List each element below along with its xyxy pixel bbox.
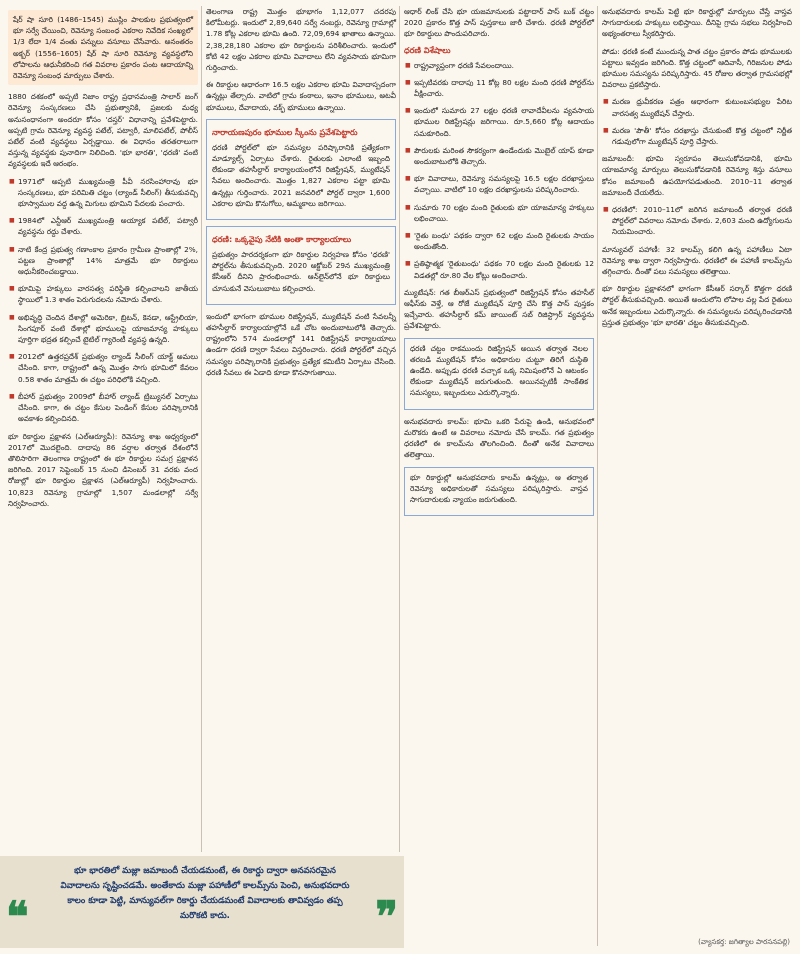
column-2: [206, 6, 396, 384]
boxed-section: [404, 338, 594, 410]
pull-quote-text: భూ భారతిలో మజ్లా జమాబందీ చేయడమంటే, ఈ రికార్డు ద్వారా అనవసరమైన వివాదాలను సృష్టించడమే. అంతేకాదు మజ్లా పహాణీలో కాలమ్స్‌ను పెంచి, అనుభవదారు కాలం కూడా పెట్టి, మాన్యువల్‌గా రికార్డు చేయడమంటే వివాదాలకు తావివ్వడం తప్ప మరొకటి కాదు.: [60, 866, 350, 921]
paragraph: జమాబందీ: భూమి స్వరూపం తెలుసుకోవడానికి, భూమి యాజమాన్య మార్పులు తెలుసుకోవడానికి రెవెన్యూ శిస్తు వసూలు కోసం జమాబందీ ఉపయోగపడుతుంది. 2010–11 తర్వాత జమాబందీ చేయలేదు.: [602, 154, 792, 197]
pull-quote: [0, 856, 404, 948]
list-item: ■ అభివృద్ధి చెందిన దేశాల్లో అమెరికా, బ్రిటన్, కెనడా, ఆస్ట్రేలియా, సింగపూర్ వంటి దేశాల్లో భూములపై యాజమాన్య హక్కులు పూర్తిగా భద్రత కల్పించే టైటిల్ గ్యారెంటీ వ్యవస్థ ఉన్నది.: [18, 312, 198, 346]
list-item: ■ 1984లో ఎన్టీఆర్ ముఖ్యమంత్రి అయ్యాక పటేల్, పట్వారీ వ్యవస్థను రద్దు చేశారు.: [18, 215, 198, 237]
list-item: ■ 1971లో అప్పటి ముఖ్యమంత్రి పీవీ నరసింహారావు భూ సంస్కరణలు, భూ పరిమితి చట్టం (ల్యాండ్ సీలింగ్) తీసుకువచ్చి భూస్వాముల వద్ద ఉన్న మిగులు భూమిని పేదలకు పంచారు.: [18, 176, 198, 210]
paragraph: ఆధార్ లింక్ చేసి భూ యజమానులకు పట్టాదార్ పాస్‌ బుక్ చట్టం 2020 ప్రకారం కొత్త పాస్ పుస్తకాలు జారీ చేశారు. ధరణి పోర్టల్‌లో భూ రికార్డులు పొందుపరిచారు.: [404, 7, 594, 39]
list-item: ■ 'రైతు బంధు' పథకం ద్వారా 62 లక్షల మంది రైతులకు సాయం అందుతోంది.: [414, 230, 594, 252]
bullet-list: [602, 204, 792, 238]
boxed-section: [206, 119, 396, 220]
list-item: ■ మరణ ధ్రువీకరణ పత్రం ఆధారంగా కుటుంబసభ్యుల పేరిట వారసత్వ మ్యుటేషన్ చేస్తారు.: [612, 96, 792, 118]
open-quote-icon: ❝: [6, 892, 29, 941]
subheading: ధరణి విశేషాలు: [404, 45, 451, 55]
list-item: ■ 2012లో ఉత్తరప్రదేశ్ ప్రభుత్వం ల్యాండ్ సీలింగ్ యాక్ట్ అమలు చేసింది. కాగా, రాష్ట్రంలో ఉన్న మొత్తం సాగు భూమిలో కేవలం 0.58 శాతం మాత్రమే ఈ చట్టం పరిధిలోకి వచ్చింది.: [18, 351, 198, 385]
list-item: ■ నాటి కేంద్ర ప్రభుత్వ గణాంకాల ప్రకారం గ్రామీణ ప్రాంతాల్లో 2%, పట్టణ ప్రాంతాల్లో 14% మాత్రమే భూ రికార్డులు ఆధునీకరించబడ్డాయి.: [18, 244, 198, 278]
author-credit: (వ్యాసకర్త: జగిత్యాల పారసనపల్లి): [698, 938, 790, 946]
list-item: ■ ఇందులో సుమారు 27 లక్షల ధరణి లావాదేవీలను వ్యవసాయ భూముల రిజిస్ట్రేషన్లు జరిగాయి. రూ.5,660 కోట్ల ఆదాయం సమకూరింది.: [414, 105, 594, 139]
paragraph: భూ రికార్డుల ప్రక్షాళన (ఎల్ఆర్యూపీ): రెవెన్యూ శాఖ ఆధ్వర్యంలో 2017లో మొదలైంది. దాదాపు 86 వర్షాల తర్వాత దేశంలోనే తొలిసారిగా తెలంగాణ రాష్ట్రంలో ఈ భూ రికార్డుల సమగ్ర ప్రక్షాళన జరిగింది. 2017 సెప్టెంబర్ 15 నుంచి డిసెంబర్ 31 వరకు వంద రోజుల్లో భూ రికార్డుల ప్రక్షాళన (ఎల్ఆర్యూపీ) నిర్వహించారు. 10,823 రెవెన్యూ గ్రామాల్లో 1,507 మండలాల్లో సర్వే నిర్వహించారు.: [8, 431, 198, 508]
column-divider: [399, 6, 400, 852]
bullet-list: [8, 176, 198, 425]
paragraph: తెలంగాణ రాష్ట్ర మొత్తం భూభాగం 1,12,077 చదరపు కిలోమీటర్లు. ఇందులో 2,89,640 సర్వే నంబర్లు, రెవెన్యూ గ్రామాల్లో 1.78 కోట్ల ఎకరాల భూమి ఉంది. 72,09,694 ఖాతాలు ఉన్నాయి. 2,38,28,180 ఎకరాల భూ రికార్డులను పరిశీలించారు. ఇందులో కోటి 42 లక్షల ఎకరాల భూమి వివాదాలు లేని వ్యవసాయ భూమిగా గుర్తించారు.: [206, 7, 396, 73]
paragraph: భూ రికార్డుల ప్రక్షాళనలో భాగంగా కేసీఆర్ సర్కార్ కొత్తగా ధరణి పోర్టల్ తీసుకువచ్చింది. అయితే అందులోని లోపాల వల్ల పేద రైతులు అనేక ఇబ్బందులు ఎదుర్కొన్నారు. ఈ సమస్యలను పరిష్కరించడానికి ప్రస్తుత ప్రభుత్వం 'భూ భారతి' చట్టం తీసుకువచ్చింది.: [602, 284, 792, 327]
list-item: ■ బీహార్ ప్రభుత్వం 2009లో బీహార్ ల్యాండ్ ట్రిబ్యునల్ ఏర్పాటు చేసింది. కాగా, ఈ చట్టం కేసుల పెండింగ్ కేసుల పరిష్కారానికి అవకాశం కల్పించినది.: [18, 391, 198, 425]
boxed-section: [404, 467, 594, 517]
column-1: [8, 6, 198, 515]
paragraph: ప్రభుత్వం పారదర్శకంగా భూ రికార్డుల నిర్వహణ కోసం 'ధరణి' పోర్టల్‌ను తీసుకువచ్చింది. 2020 అక్టోబర్ 29న ముఖ్యమంత్రి కేసీఆర్ దీనిని ప్రారంభించారు. ఆన్‌లైన్‌లోనే భూ రికార్డులు చూసుకునే వెసులుబాటు కల్పించారు.: [212, 250, 390, 293]
paragraph: అనుభవదారు కాలమ్ పెట్టి భూ రికార్డుల్లో మార్పులు చేస్తే వాస్తవ సాగుదారులకు హక్కులు లభిస్తాయి. దీనిపై గ్రామ సభలు నిర్వహించి అభ్యంతరాలు స్వీకరిస్తారు.: [602, 7, 792, 39]
paragraph: అనుభవదారు కాలమ్: భూమి ఒకరి పేరుపై ఉండి, అనుభవంలో మరొకరు ఉంటే ఆ వివరాలు నమోదు చేసే కాలమ్. గత ప్రభుత్వం ధరణిలో ఈ కాలమ్‌ను తొలగించింది. దీంతో అనేక వివాదాలు తలెత్తాయి.: [404, 416, 594, 460]
list-item: ■ భూమిపై హక్కులు వారసత్వ పరిస్థితి కల్పించాలని జాతీయ స్థాయిలో 1.3 శాతం పెరుగుదలను నమోదు చేశారు.: [18, 283, 198, 305]
boxed-section: [206, 226, 396, 305]
list-item: ■ సుమారు 70 లక్షల మంది రైతులకు భూ యాజమాన్య హక్కులు లభించాయి.: [414, 202, 594, 224]
list-item: ■ ఇప్పటివరకు దాదాపు 11 కోట్ల 80 లక్షల మంది ధరణి పోర్టల్‌ను వీక్షించారు.: [414, 77, 594, 99]
paragraph: ధరణి చట్టం రాకముందు రిజిస్ట్రేషన్ అయిన తర్వాత నెలల తరబడి మ్యుటేషన్ కోసం అధికారుల చుట్టూ తిరిగే దుస్థితి ఉండేది. అప్పుడు ధరణి వచ్చాక ఒక్క నిమిషంలోనే ఏ ఆటంకం లేకుండా మ్యుటేషన్ జరుగుతుంది. అయినప్పటికీ సాంకేతిక సమస్యలు, ఇబ్బందులు ఎదుర్కొన్నారు.: [410, 343, 588, 398]
paragraph: పోడు: ధరణి కంటే ముందున్న పాత చట్టం ప్రకారం పోడు భూములకు పట్టాలు ఇవ్వడం జరిగింది. కొత్త చట్టంలో ఆదివాసీ, గిరిజనుల పోడు భూముల సమస్యను పరిష్కరిస్తారు. 45 రోజుల తర్వాత గ్రామసభల్లో వివరాలు ప్రకటిస్తారు.: [602, 46, 792, 90]
paragraph: 1880 దశకంలో అప్పటి నిజాం రాష్ట్ర ప్రధానమంత్రి సాలార్ జంగ్ రెవెన్యూ సంస్కరణలు చేసి ప్రభుత్వానికి, ప్రజలకు మధ్య అనుసంధానంగా అందరూ కోసం 'దస్తర్' విధానాన్ని ప్రవేశపెట్టారు. అప్పటి గ్రామ రెవెన్యూ వ్యవస్థ పటేల్, పట్వారీ, మాలిపటేల్, పోలీస్ పటేల్ వంటి వ్యవస్థలు ఏర్పడ్డాయి. ఈ విధానం తరతరాలుగా వస్తున్న వ్యవస్థకు పునాదిగా నిలిచింది. 'భూ భారతి', 'ధరణి' వంటి వ్యవస్థలకు ఇదే ఆరంభం.: [8, 92, 198, 169]
bullet-list: [404, 60, 594, 281]
list-item: ■ భూ వివాదాలు, రెవెన్యూ సమస్యలపై 16.5 లక్షల దరఖాస్తులు వచ్చాయి. వాటిలో 10 లక్షల దరఖాస్తులను పరిష్కరించారు.: [414, 173, 594, 195]
paragraph: ఈ రికార్డుల ఆధారంగా 16.5 లక్షల ఎకరాల భూమి వివాదాస్పదంగా ఉన్నట్లు తేల్చారు. వాటిలో గ్రామ కంఠాలు, ఇనాం భూములు, అటవీ భూములు, దేవాదాయ, వక్ఫ్ భూములు ఉన్నాయి.: [206, 80, 396, 112]
bullet-list: [602, 96, 792, 147]
list-item: ■ ధరణిలో: 2010–11లో జరిగిన జమాబందీ తర్వాత ధరణి పోర్టల్‌లో వివరాలు నమోదు చేశారు. 2,603 మంది ఉద్యోగులను నియమించారు.: [612, 204, 792, 238]
list-item: ■ రాష్ట్రవ్యాప్తంగా ధరణి సేవలందాయి.: [414, 60, 594, 71]
paragraph: భూ రికార్డుల్లో అనుభవదారు కాలమ్ ఉన్నట్లు, ఆ తర్వాత రెవెన్యూ అధికారులతో సమస్యలు పరిష్కరిస్తారు. వాస్తవ సాగుదారులకు న్యాయం జరుగుతుంది.: [410, 472, 588, 504]
column-4: [602, 6, 792, 334]
list-item: ■ మరణ 'పౌతీ' కోసం దరఖాస్తు చేసుకుంటే కొత్త చట్టంలో నిర్ణీత గడువులోగా మ్యుటేషన్ పూర్తి చేస్తారు.: [612, 125, 792, 147]
paragraph: ఇందులో భాగంగా భూముల రిజిస్ట్రేషన్, మ్యుటేషన్ వంటి సేవలన్నీ తహసీల్దార్ కార్యాలయాల్లోనే ఒకే చోట అందుబాటులోకి తెచ్చారు. రాష్ట్రంలోని 574 మండలాల్లో 141 రిజిస్ట్రేషన్ కార్యాలయాలు ఉండగా ధరణి ద్వారా సేవలు విస్తరించారు. ధరణి పోర్టల్‌లో వచ్చిన సమస్యల పరిష్కారానికి ప్రభుత్వం ప్రత్యేక కమిటీని ఏర్పాటు చేసింది. ధరణి సేవలు ఈ ఏడాది కూడా కొనసాగుతాయి.: [206, 311, 396, 377]
column-divider: [201, 6, 202, 852]
close-quote-icon: ❞: [375, 892, 398, 941]
list-item: ■ ప్రతిష్ఠాత్మక 'రైతుబంధు' పథకం 70 లక్షల మంది రైతులకు 12 విడతల్లో రూ.80 వేల కోట్లు అందించారు.: [414, 258, 594, 280]
paragraph: ధరణి పోర్టల్‌లో భూ సమస్యల పరిష్కారానికి ప్రత్యేకంగా మాడ్యూల్స్ ఏర్పాటు చేశారు. రైతులకు ఎలాంటి ఇబ్బంది లేకుండా తహసీల్దార్ కార్యాలయంలోనే రిజిస్ట్రేషన్, మ్యుటేషన్ సేవలు అందించారు. మొత్తం 1,827 ఎకరాల పట్టా భూమి ఉన్నట్లు గుర్తించారు. 2021 జనవరిలో పోర్టల్ ద్వారా 1,600 ఎకరాల భూమి కొనుగోలు, అమ్మకాలు జరిగాయి.: [212, 142, 390, 208]
paragraph: షేర్ షా సూరి (1486–1545) ముస్లిం పాలకుల ప్రభుత్వంలో భూ సర్వే చేయించి, రెవెన్యూ సంబంధ ఎకరాల నివేదిక సంఖ్యలో 1/3 లేదా 1/4 వంతు పన్నులు వసూలు చేసేవారు. అనంతరం అక్బర్ (1556–1605) షేర్ షా సూరి రెవెన్యూ వ్యవస్థలోని లోపాలను ఆధునీకరించి గత వివరాల ప్రకారం పంట ఆదాయాన్ని రెవెన్యూ సంబంధ మార్పులు చేశారు.: [8, 10, 198, 85]
column-3: [404, 6, 594, 522]
subheading: ధరణి: ఒక్కవైపు నేటికి అంతా కార్యాలయాలు: [212, 235, 352, 245]
paragraph: మాన్యువల్ పహాణీ: 32 కాలమ్స్ కలిగి ఉన్న పహాణీలు ఏటా రెవెన్యూ శాఖ ద్వారా నిర్వహిస్తారు. ధరణిలో ఈ పహాణీ కాలమ్స్‌ను తగ్గించారు. దీంతో పలు సమస్యలు తలెత్తాయి.: [602, 244, 792, 277]
list-item: ■ పౌరులకు మరింత సౌకర్యంగా ఉండేందుకు మొబైల్ యాప్ కూడా అందుబాటులోకి తెచ్చారు.: [414, 145, 594, 167]
column-divider: [597, 6, 598, 946]
paragraph: మ్యుటేషన్: గత బీఆర్ఎస్ ప్రభుత్వంలో రిజిస్ట్రేషన్ కోసం తహసీల్ ఆఫీస్‌కు వెళ్తే, ఆ రోజే మ్యుటేషన్ పూర్తి చేసి కొత్త పాస్ పుస్తకం ఇచ్చేవారు. తహసీల్దార్ కమ్ జాయింట్ సబ్ రిజిస్ట్రార్ వ్యవస్థను ప్రవేశపెట్టారు.: [404, 287, 594, 331]
subheading: నారాయణపురం భూముల స్కీంను ప్రవేశపెట్టారు: [212, 127, 358, 137]
